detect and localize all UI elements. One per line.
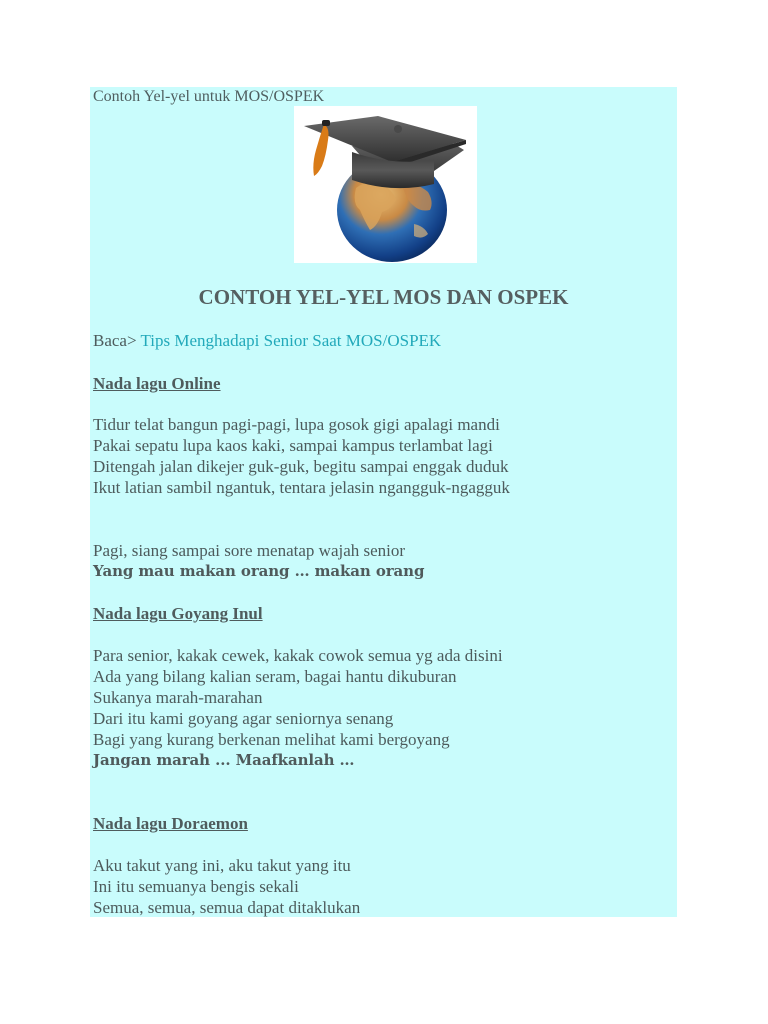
lyric-line: Ditengah jalan dikejer guk-guk, begitu sampai enggak duduk xyxy=(93,457,509,476)
page-title: CONTOH YEL-YEL MOS DAN OSPEK xyxy=(198,285,569,309)
lyric-line: Jangan marah ... Maafkanlah … xyxy=(93,751,355,769)
section-heading-goyang-inul: Nada lagu Goyang Inul xyxy=(93,604,263,623)
section-heading-doraemon: Nada lagu Doraemon xyxy=(93,814,248,833)
lyric-line: Pagi, siang sampai sore menatap wajah senior xyxy=(93,541,406,560)
graduation-globe-image xyxy=(294,106,477,263)
lyric-line: Dari itu kami goyang agar seniornya senang xyxy=(93,709,394,728)
lyric-line: Sukanya marah-marahan xyxy=(93,688,263,707)
intro-text: Contoh Yel-yel untuk MOS/OSPEK xyxy=(93,88,325,105)
document-page xyxy=(90,87,677,917)
section-heading-online: Nada lagu Online xyxy=(93,374,221,393)
lyric-line: Aku takut yang ini, aku takut yang itu xyxy=(93,856,351,875)
lyric-line: Ada yang bilang kalian seram, bagai hantu dikuburan xyxy=(93,667,457,686)
lyric-line: Yang mau makan orang … makan orang xyxy=(93,562,425,580)
lyric-line: Tidur telat bangun pagi-pagi, lupa gosok gigi apalagi mandi xyxy=(93,415,500,434)
read-more-line xyxy=(93,330,441,351)
tips-link[interactable]: Tips Menghadapi Senior Saat MOS/OSPEK xyxy=(140,331,442,350)
lyric-line: Bagi yang kurang berkenan melihat kami bergoyang xyxy=(93,730,450,749)
read-more-prefix: Baca> xyxy=(93,331,137,350)
lyric-line: Ikut latian sambil ngantuk, tentara jelasin ngangguk-ngagguk xyxy=(93,478,510,497)
lyric-line: Para senior, kakak cewek, kakak cowok semua yg ada disini xyxy=(93,646,503,665)
graduation-cap-globe-icon xyxy=(294,106,477,263)
lyric-line: Pakai sepatu lupa kaos kaki, sampai kampus terlambat lagi xyxy=(93,436,493,455)
lyric-line: Semua, semua, semua dapat ditaklukan xyxy=(93,898,361,917)
lyric-line: Ini itu semuanya bengis sekali xyxy=(93,877,299,896)
